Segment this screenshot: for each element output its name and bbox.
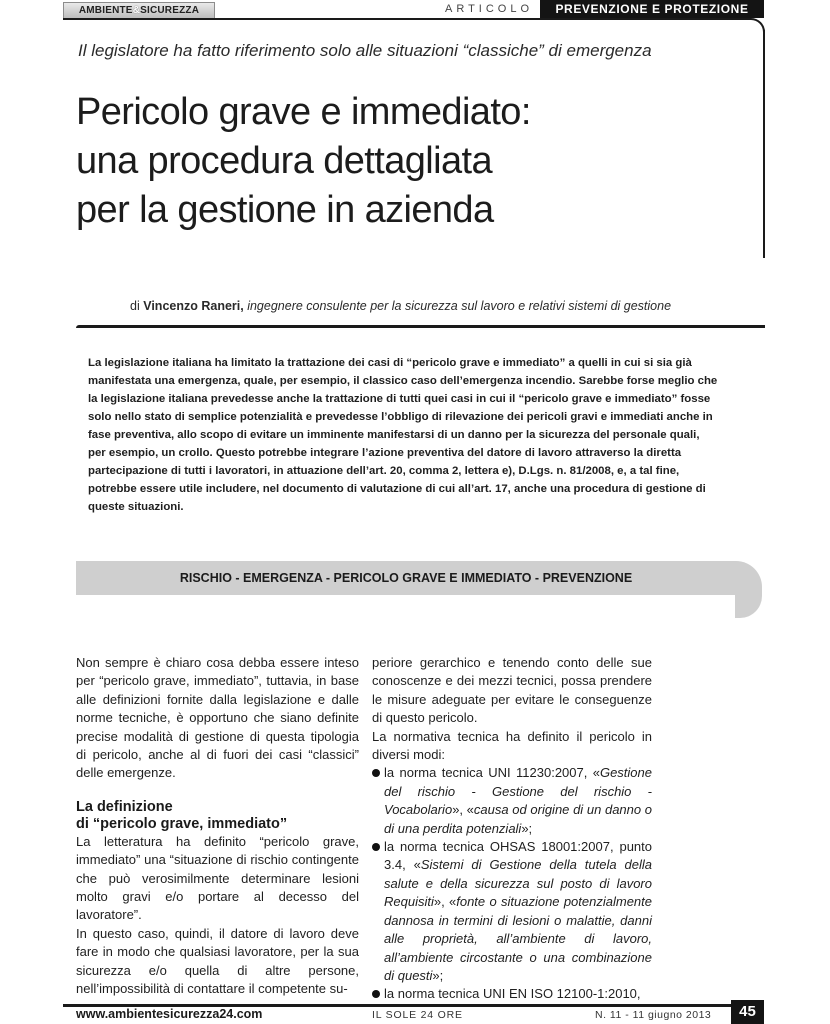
footer-issue: N. 11 - 11 giugno 2013 <box>595 1009 712 1021</box>
category-tab: PREVENZIONE E PROTEZIONE <box>540 0 764 18</box>
abstract-line: solo nello stato di semplice potenzialità e prevedesse l’obbligo di rilevazione dei pericoli gravi e immediati anche in <box>88 411 713 423</box>
bullet-icon <box>372 843 380 851</box>
title-line-3: per la gestione in azienda <box>76 189 494 231</box>
list-item-emphasis: causa od origine di un danno o di una perdita potenziali <box>384 802 652 836</box>
bullet-icon <box>372 990 380 998</box>
title-frame-top <box>63 18 765 34</box>
author-name: Vincenzo Raneri, <box>143 299 244 313</box>
footer-publisher: IL SOLE 24 ORE <box>372 1009 463 1021</box>
author-role: ingegnere consulente per la sicurezza sul lavoro e relativi sistemi di gestione <box>247 299 672 313</box>
byline-prefix: di <box>130 299 140 313</box>
body-paragraph: In questo caso, quindi, il datore di lavoro deve fare in modo che qualsiasi lavoratore, per la sua sicurezza e/o quella di altre persone, nell’impossibilità di contattare il competente su- <box>76 925 359 997</box>
title-frame-right <box>763 30 765 258</box>
section-heading <box>76 799 359 833</box>
masthead-logo <box>63 0 219 20</box>
abstract-line: potrebbe essere utile includere, nel documento di valutazione di cui all’art. 17, anche una procedura di gestione di <box>88 483 706 495</box>
list-item-emphasis: Gestione del rischio - Gestione del rischio - Vocabolario <box>384 765 652 818</box>
definitions-list <box>372 764 652 1003</box>
footer-website-link[interactable]: www.ambientesicurezza24.com <box>76 1007 263 1021</box>
section-label: ARTICOLO <box>445 3 534 15</box>
brand-name-first: AMBIENTE <box>78 5 133 16</box>
article-keywords: RISCHIO - EMERGENZA - PERICOLO GRAVE E IMMEDIATO - PREVENZIONE <box>179 571 633 585</box>
article-abstract <box>88 354 722 516</box>
abstract-line: per esempio, un crollo. Questo potrebbe integrare l’azione preventiva del datore di lavoro attraverso la diretta <box>88 447 682 459</box>
title-divider <box>76 325 765 328</box>
bullet-icon <box>372 769 380 777</box>
list-item-emphasis: fonte o situazione potenzialmente dannosa in termini di lesioni o malattie, danni alle proprietà, all’ambiente di lavoro, all’ambiente circostante o una combinazione di questi <box>384 894 652 983</box>
list-item-text: »; <box>521 820 533 836</box>
brand-ampersand: & <box>132 5 141 16</box>
title-line-1: Pericolo grave e immediato: <box>76 91 531 133</box>
body-paragraph: periore gerarchico e tenendo conto delle sue conoscenze e dei mezzi tecnici, possa prendere le misure adeguate per evitare le conseguenze di questo pericolo. <box>372 655 652 726</box>
list-item-text: », « <box>452 802 474 818</box>
abstract-line: partecipazione di tutti i lavoratori, in attuazione dell’art. 20, comma 2, lettera e), D.Lgs. n. 81/2008, e, a tal fine, <box>88 465 680 477</box>
abstract-line: queste situazioni. <box>88 501 184 513</box>
body-column-left <box>76 654 359 999</box>
section-heading-line-1: La definizione <box>76 798 173 815</box>
abstract-line: manifestata una emergenza, quale, per esempio, il classico caso dell’emergenza incendio. Sarebbe forse meglio che <box>88 375 718 387</box>
list-item <box>372 764 652 838</box>
section-heading-line-2: di “pericolo grave, immediato” <box>76 815 288 832</box>
brand-logo <box>63 2 215 19</box>
body-paragraph: La normativa tecnica ha definito il pericolo in diversi modi: <box>372 728 652 763</box>
list-item-text: », « <box>433 894 457 910</box>
page-number: 45 <box>731 1000 764 1024</box>
byline <box>130 298 750 314</box>
abstract-line: fase preventiva, allo scopo di evitare un imminente manifestarsi di un danno per la sicurezza del personale quali, <box>88 429 700 441</box>
body-paragraph: Non sempre è chiaro cosa debba essere inteso per “pericolo grave, immediato”, tuttavia, in base alle definizioni fornite dalla legislazione e dalle norme tecniche, è opportuno che siano definite precise modalità di gestione di questa tipologia di pericolo, anche al di fuori dei casi “classici” delle emergenze. <box>76 655 359 781</box>
body-column-right <box>372 654 652 1004</box>
list-item <box>372 838 652 985</box>
list-item-text: »; <box>432 967 444 983</box>
list-item-text: la norma tecnica OHSAS 18001:2007, punto 3.4, « <box>384 839 652 873</box>
abstract-line: la legislazione italiana prevedesse anche la trattazione di tutti quei casi in cui il “pericolo grave e immediato” fosse <box>88 393 711 405</box>
abstract-line: La legislazione italiana ha limitato la trattazione dei casi di “pericolo grave e immediato” a quelli in cui si sia già <box>88 357 692 369</box>
keywords-band-tail <box>735 590 762 618</box>
list-item-text: la norma tecnica UNI 11230:2007, « <box>384 765 600 781</box>
article-title <box>76 88 756 235</box>
brand-name-second: SICUREZZA <box>140 5 200 16</box>
title-line-2: una procedura dettagliata <box>76 140 492 182</box>
article-kicker: Il legislatore ha fatto riferimento solo alle situazioni “classiche” di emergenza <box>78 41 652 60</box>
list-item-emphasis: Sistemi di Gestione della tutela della salute e della sicurezza sul posto di lavoro Requisiti <box>384 857 652 910</box>
list-item <box>372 985 652 1003</box>
body-paragraph: La letteratura ha definito “pericolo grave, immediato” una “situazione di rischio contingente che può verosimilmente determinare lesioni molto gravi e/o portare al decesso del lavoratore”. <box>76 833 359 923</box>
list-item-text: la norma tecnica UNI EN ISO 12100-1:2010, <box>384 986 641 1002</box>
